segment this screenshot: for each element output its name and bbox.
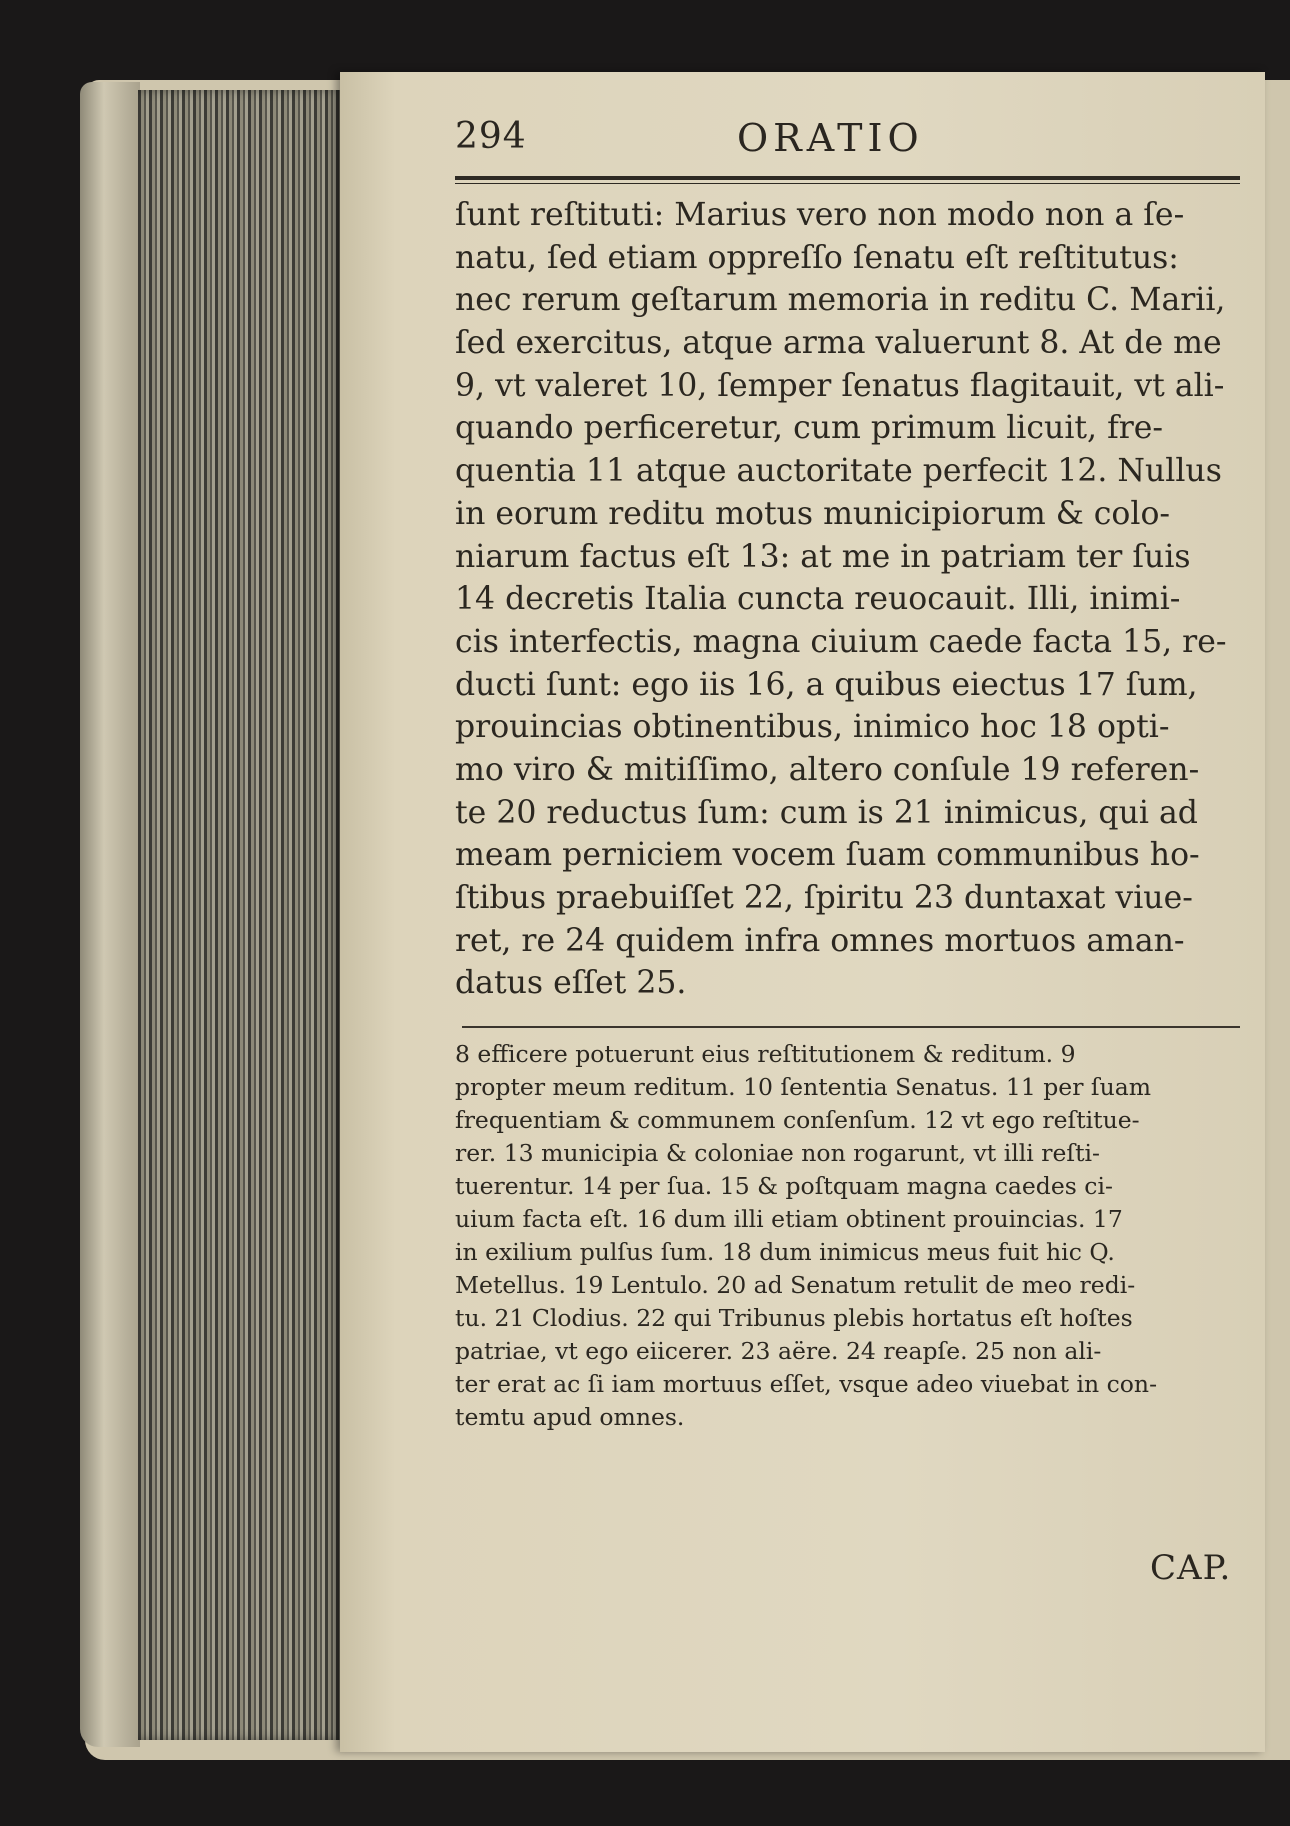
footnote-line: temtu apud omnes.	[455, 1403, 685, 1431]
footnote-line: ter erat ac ſi iam mortuus eſſet, vsque adeo viuebat in con-	[455, 1370, 1158, 1398]
text-line: quentia 11 atque auctoritate perfecit 12. Nullus	[455, 453, 1222, 490]
text-line: 14 decretis Italia cuncta reuocauit. Illi, inimi-	[455, 581, 1181, 618]
footnote-line: frequentiam & communem conſenſum. 12 vt ego reſtitue-	[455, 1106, 1140, 1134]
header-rule	[455, 176, 1240, 184]
text-line: prouincias obtinentibus, inimico hoc 18 opti-	[455, 709, 1170, 746]
footnote-line: in exilium pulſus ſum. 18 dum inimicus meus fuit hic Q.	[455, 1238, 1115, 1266]
footnote-line: propter meum reditum. 10 ſententia Senatus. 11 per ſuam	[455, 1073, 1152, 1101]
footnote-line: patriae, vt ego eiicerer. 23 aëre. 24 reapſe. 25 non ali-	[455, 1337, 1102, 1365]
text-line: mo viro & mitiſſimo, altero conſule 19 referen-	[455, 751, 1200, 788]
footnote-line: tuerentur. 14 per ſua. 15 & poſtquam magna caedes ci-	[455, 1172, 1113, 1200]
vellum-cover-edge	[80, 82, 140, 1747]
footnote-line: rer. 13 municipia & coloniae non rogarunt, vt illi reſti-	[455, 1139, 1100, 1167]
footnote-line: uium facta eſt. 16 dum illi etiam obtinent prouincias. 17	[455, 1205, 1123, 1233]
text-line: 9, vt valeret 10, ſemper ſenatus flagitauit, vt ali-	[455, 367, 1225, 404]
text-line: meam perniciem vocem ſuam communibus ho-	[455, 837, 1200, 874]
footnote-line: tu. 21 Clodius. 22 qui Tribunus plebis hortatus eſt hoſtes	[455, 1304, 1133, 1332]
running-title: ORATIO	[737, 116, 924, 160]
footnote-line: 8 efficere potuerunt eius reſtitutionem & reditum. 9	[455, 1040, 1076, 1068]
running-head	[455, 116, 1245, 168]
text-line: niarum factus eſt 13: at me in patriam ter ſuis	[455, 538, 1191, 575]
text-line: ſunt reſtituti: Marius vero non modo non a ſe-	[455, 197, 1185, 233]
footnote-line: Metellus. 19 Lentulo. 20 ad Senatum retulit de meo redi-	[455, 1271, 1136, 1299]
footnote-rule	[462, 1026, 1240, 1028]
text-line: in eorum reditu motus municipiorum & colo-	[455, 495, 1171, 532]
main-text	[455, 194, 1240, 1005]
catchword: CAP.	[1150, 1548, 1232, 1588]
page-number: 294	[455, 116, 527, 157]
page-fore-edge	[138, 90, 343, 1740]
text-line: ret, re 24 quidem infra omnes mortuos aman-	[455, 922, 1185, 959]
text-line: nec rerum geſtarum memoria in reditu C. Marii,	[455, 282, 1226, 319]
text-line: ſed exercitus, atque arma valuerunt 8. At de me	[455, 325, 1222, 362]
text-line: ducti ſunt: ego iis 16, a quibus eiectus 17 ſum,	[455, 666, 1198, 703]
footnotes	[455, 1038, 1240, 1434]
text-line: cis interfectis, magna ciuium caede facta 15, re-	[455, 623, 1227, 660]
text-line: quando perficeretur, cum primum licuit, fre-	[455, 410, 1164, 447]
text-line: datus eſſet 25.	[455, 965, 687, 1002]
text-line: natu, ſed etiam oppreſſo ſenatu eſt reſtitutus:	[455, 239, 1179, 276]
text-line: ſtibus praebuiſſet 22, ſpiritu 23 duntaxat viue-	[455, 880, 1193, 916]
text-line: te 20 reductus ſum: cum is 21 inimicus, qui ad	[455, 794, 1198, 831]
